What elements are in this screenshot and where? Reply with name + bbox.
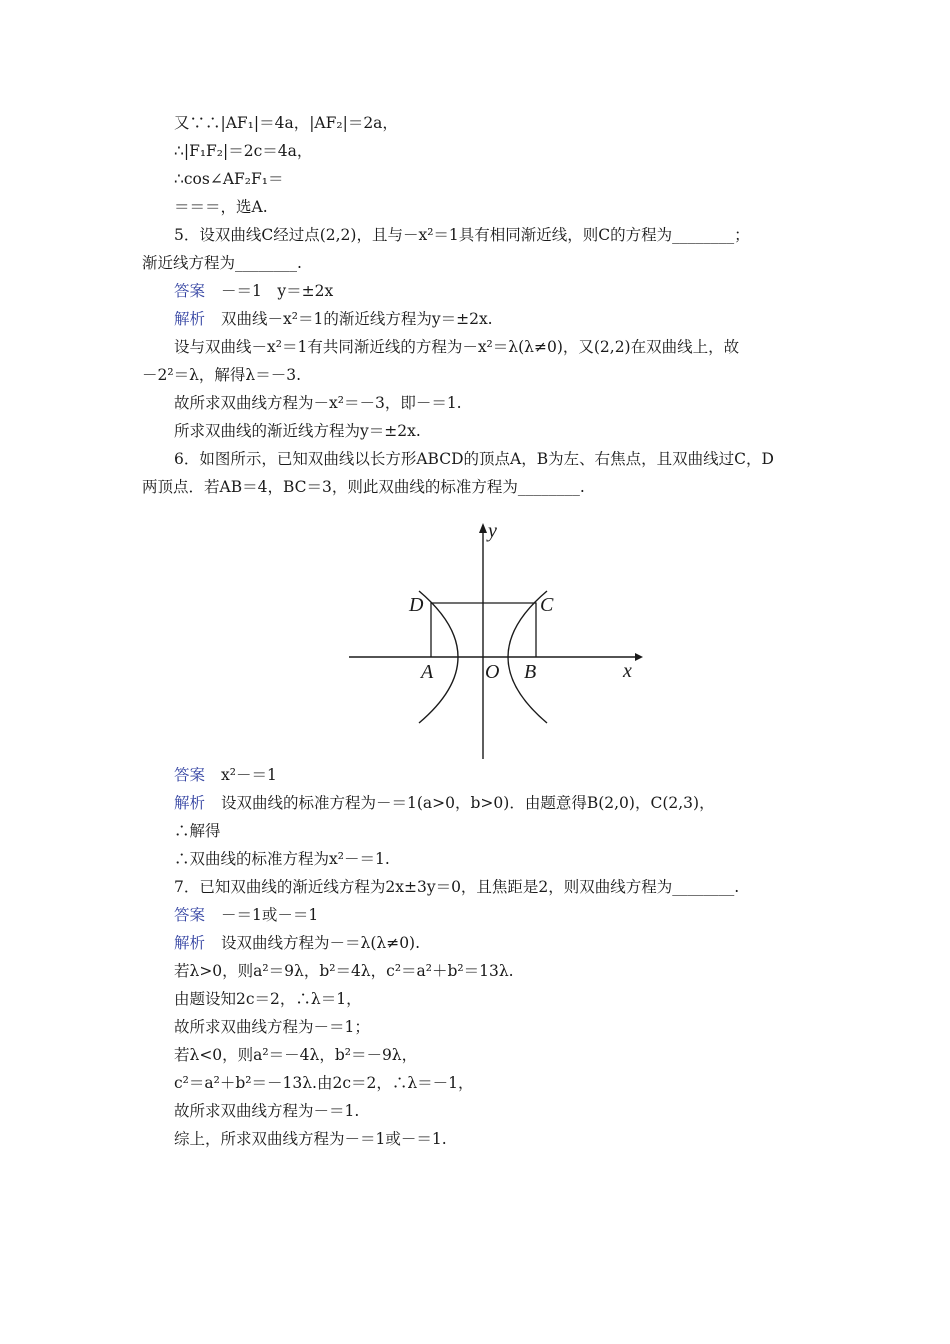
- text-line: [174, 281, 333, 301]
- line-text: 渐近线方程为________.: [142, 254, 302, 272]
- text-line: [174, 197, 268, 217]
- label-x: x: [623, 660, 632, 682]
- line-text: －2²＝λ，解得λ＝－3.: [142, 366, 302, 384]
- line-text: 7．已知双曲线的渐近线方程为2x±3y＝0，且焦距是2，则双曲线方程为________.: [174, 878, 740, 896]
- text-line: [174, 225, 750, 245]
- line-text: 由题设知2c＝2，∴λ＝1，: [174, 990, 362, 1008]
- section-tag: 答案: [174, 282, 206, 300]
- line-text: x²－＝1: [221, 766, 277, 784]
- text-line: [174, 449, 774, 469]
- text-line: [174, 393, 462, 413]
- text-line: [142, 365, 301, 385]
- line-text: 综上，所求双曲线方程为－＝1或－＝1.: [174, 1130, 447, 1148]
- line-text: －＝1或－＝1: [221, 906, 319, 924]
- text-line: [174, 1045, 417, 1065]
- text-line: [174, 1101, 359, 1121]
- text-line: [174, 141, 312, 161]
- text-line: [174, 821, 221, 841]
- line-text: 故所求双曲线方程为－x²＝－3，即－＝1.: [174, 394, 462, 412]
- line-text: ∴双曲线的标准方程为x²－＝1.: [174, 850, 390, 868]
- line-text: c²＝a²＋b²＝－13λ.由2c＝2，∴λ＝－1，: [174, 1074, 474, 1092]
- line-text: 双曲线－x²＝1的渐近线方程为y＝±2x.: [221, 310, 493, 328]
- label-b: B: [524, 661, 537, 683]
- line-text: 故所求双曲线方程为－＝1；: [174, 1018, 370, 1036]
- text-line: [174, 849, 390, 869]
- line-text: 故所求双曲线方程为－＝1.: [174, 1102, 360, 1120]
- label-y: y: [488, 520, 497, 542]
- line-text: 又∵∴|AF₁|＝4a，|AF₂|＝2a，: [174, 114, 398, 132]
- text-line: [174, 933, 420, 953]
- hyperbola-figure: [335, 513, 650, 768]
- line-text: ∴解得: [174, 822, 221, 840]
- text-line: [174, 793, 715, 813]
- line-text: 6．如图所示，已知双曲线以长方形ABCD的顶点A，B为左、右焦点，且双曲线过C，D: [174, 450, 774, 468]
- text-line: [142, 253, 302, 273]
- label-c: C: [540, 594, 554, 616]
- section-tag: 解析: [174, 794, 206, 812]
- label-d: D: [409, 594, 424, 616]
- text-line: [174, 765, 277, 785]
- line-text: 若λ>0，则a²＝9λ，b²＝4λ，c²＝a²＋b²＝13λ.: [174, 962, 514, 980]
- text-line: [174, 877, 739, 897]
- line-text: 设与双曲线－x²＝1有共同渐近线的方程为－x²＝λ(λ≠0)，又(2,2)在双曲线上，故: [174, 338, 740, 356]
- section-tag: 答案: [174, 766, 206, 784]
- text-line: [174, 1073, 474, 1093]
- section-tag: 答案: [174, 906, 206, 924]
- line-text: ∴|F₁F₂|＝2c＝4a，: [174, 142, 313, 160]
- text-line: [174, 337, 739, 357]
- line-text: 所求双曲线的渐近线方程为y＝±2x.: [174, 422, 421, 440]
- line-text: 若λ<0，则a²＝－4λ，b²＝－9λ，: [174, 1046, 418, 1064]
- label-o: O: [485, 661, 500, 683]
- text-line: [174, 1129, 447, 1149]
- text-line: [174, 961, 514, 981]
- line-text: ∴cos∠AF₂F₁＝: [174, 170, 284, 188]
- section-tag: 解析: [174, 310, 206, 328]
- line-text: －＝1 y＝±2x: [221, 282, 334, 300]
- text-line: [174, 309, 493, 329]
- section-tag: 解析: [174, 934, 206, 952]
- text-line: [174, 905, 318, 925]
- line-text: 设双曲线方程为－＝λ(λ≠0).: [221, 934, 421, 952]
- text-line: [174, 113, 398, 133]
- text-line: [174, 169, 283, 189]
- line-text: ＝＝＝，选A.: [174, 198, 268, 216]
- text-line: [174, 421, 421, 441]
- line-text: 两顶点．若AB＝4，BC＝3，则此双曲线的标准方程为________.: [142, 478, 585, 496]
- y-axis-arrow: [479, 523, 487, 533]
- text-line: [174, 1017, 370, 1037]
- line-text: 设双曲线的标准方程为－＝1(a>0，b>0)．由题意得B(2,0)，C(2,3)，: [221, 794, 715, 812]
- text-line: [142, 477, 585, 497]
- text-line: [174, 989, 362, 1009]
- label-a: A: [421, 661, 434, 683]
- x-axis-arrow: [635, 653, 643, 661]
- line-text: 5．设双曲线C经过点(2,2)，且与－x²＝1具有相同渐近线，则C的方程为________；: [174, 226, 750, 244]
